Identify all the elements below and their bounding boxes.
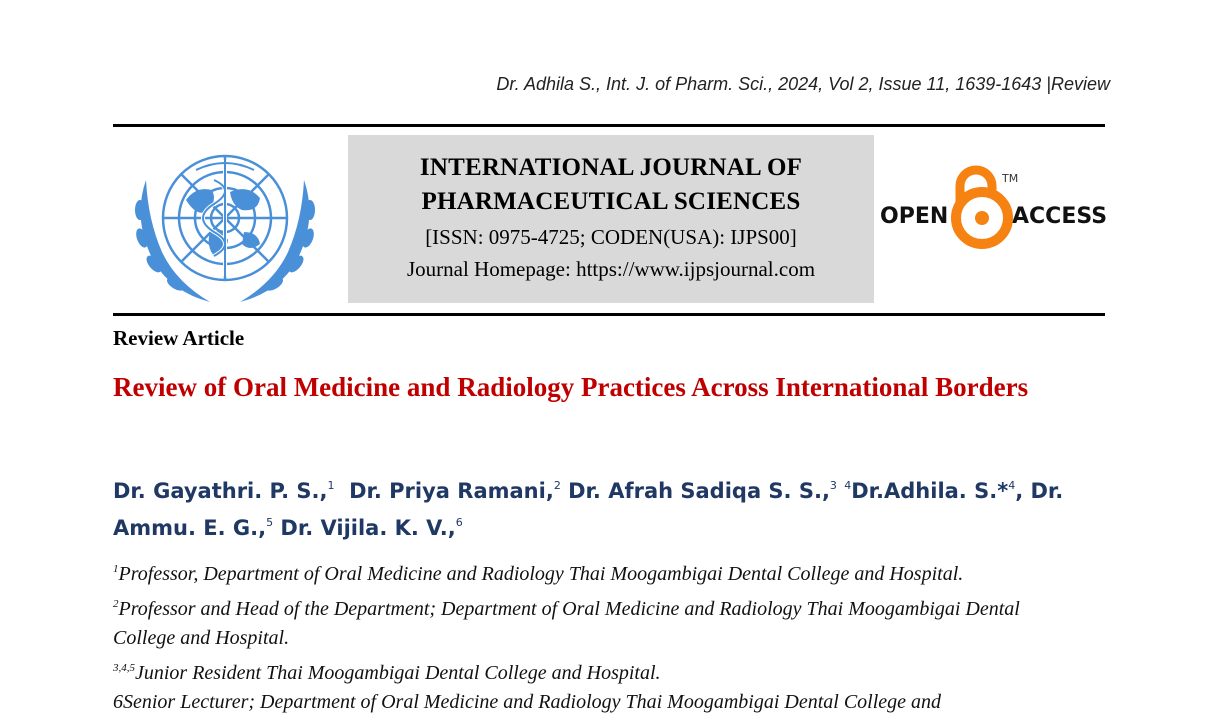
author-1: Dr. Gayathri. P. S.,$^1$: [113, 479, 335, 503]
journal-issn: [ISSN: 0975-4725; CODEN(USA): IJPS00]: [425, 225, 797, 249]
author-3: Dr. Afrah Sadiqa S. S.,$^3$: [568, 479, 837, 503]
author-list: [113, 470, 1113, 544]
header-rule-top: [113, 124, 1105, 127]
affiliation-list: [113, 555, 1073, 718]
author-5: Dr. Ammu. E. G.,$^5$: [113, 479, 1064, 540]
article-title: Review of Oral Medicine and Radiology Practices Across International Borders: [113, 372, 1029, 402]
open-access-logo: [878, 162, 1108, 254]
header-rule-bottom: [113, 313, 1105, 316]
affiliation-1: $^1$Professor, Department of Oral Medicine and Radiology Thai Moogambigai Dental College and Hospital.: [113, 563, 964, 585]
un-emblem-logo: [126, 140, 324, 308]
article-type: Review Article: [113, 326, 245, 350]
affiliation-2: $^2$Professor and Head of the Department; Department of Oral Medicine and Radiology Thai Moogambigai Dental College and Hospital.: [113, 597, 1020, 649]
open-lock-icon: [956, 170, 1008, 244]
open-access-access-text: ACCESS: [1012, 204, 1108, 229]
journal-name-line1: INTERNATIONAL JOURNAL OF: [419, 154, 803, 181]
open-access-tm-text: TM: [1002, 172, 1019, 185]
affiliation-4: 6Senior Lecturer; Department of Oral Medicine and Radiology Thai Moogambigai Dental College and: [113, 691, 942, 713]
open-access-open-text: OPEN: [880, 204, 949, 229]
affiliation-3: $^{3,4,5}$Junior Resident Thai Moogambigai Dental College and Hospital.: [113, 661, 661, 684]
running-header: Dr. Adhila S., Int. J. of Pharm. Sci., 2024, Vol 2, Issue 11, 1639-1643 |Review: [496, 74, 1110, 94]
author-4: $^4$Dr.Adhila. S.*$^4$,: [844, 479, 1024, 503]
author-6: Dr. Vijila. K. V.,$^6$: [280, 516, 463, 540]
journal-name-line2: PHARMACEUTICAL SCIENCES: [421, 188, 801, 215]
journal-banner: [348, 135, 874, 303]
author-2: Dr. Priya Ramani,$^2$: [349, 479, 561, 503]
journal-homepage: Journal Homepage: https://www.ijpsjournal.com: [406, 257, 816, 281]
